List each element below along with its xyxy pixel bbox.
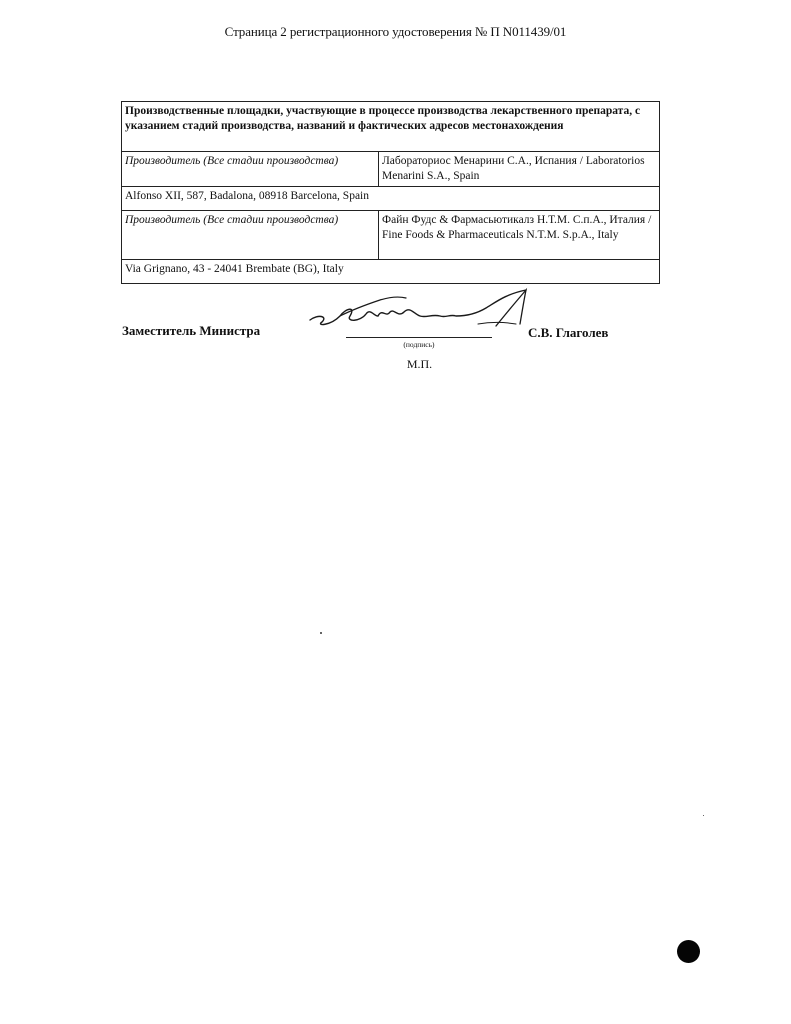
signature-caption: (подпись) [403,340,435,349]
table-heading: Производственные площадки, участвующие в процессе производства лекарственного препарата, с указанием стадий производства, названий и фактических адресов местонахождения [122,102,660,152]
manufacturer-address: Alfonso XII, 587, Badalona, 08918 Barcelona, Spain [122,187,660,211]
stamp-placeholder: М.П. [406,357,433,371]
manufacturer-address: Via Grignano, 43 - 24041 Brembate (BG), Italy [122,260,660,284]
scan-speck [703,815,704,816]
manufacturer-role: Производитель (Все стадии производства) [122,211,379,260]
production-sites-table [121,101,660,284]
punch-hole-mark [677,940,700,963]
table-row [122,260,660,284]
signatory-name: С.В. Глаголев [528,325,609,340]
handwritten-signature [300,286,550,342]
signatory-position: Заместитель Министра [122,323,261,338]
scan-speck [320,632,322,634]
manufacturer-role: Производитель (Все стадии производства) [122,152,379,187]
table-row [122,187,660,211]
manufacturer-company: Лабораториос Менарини С.А., Испания / Laboratorios Menarini S.A., Spain [379,152,660,187]
table-row [122,211,660,260]
page-header: Страница 2 регистрационного удостоверения № П N011439/01 [224,24,567,39]
table-row [122,152,660,187]
signature-line [346,337,492,338]
manufacturer-company: Файн Фудс & Фармасьютикалз Н.Т.М. С.п.А., Италия / Fine Foods & Pharmaceuticals N.T.M. S.p.A., Italy [379,211,660,260]
